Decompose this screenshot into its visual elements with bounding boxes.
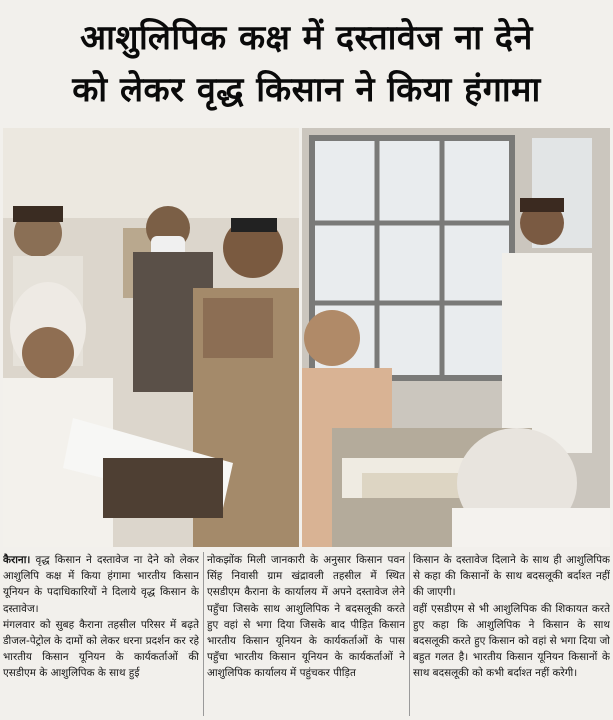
- headline: [0, 12, 613, 116]
- photo-farmers-group: [3, 128, 299, 547]
- article-col1-paragraph-1: वृद्ध किसान ने दस्तावेज ना देने को लेकर आशुलिपि कक्ष में किया हंगामा भारतीय किसान यूनियन के पदाधिकारियों ने दिलाये वृद्ध किसान के दस्तावेज।: [3, 554, 199, 615]
- article-col2-paragraph-1: नोकझोंक मिली जानकारी के अनुसार किसान पवन सिंह निवासी ग्राम खंद्रावली तहसील में स्थित एसडीएम कैराना के कार्यालय में अपने दस्तावेज लेने पहुँचा जिसके साथ आशुलिपिक ने बदसलूकी करते हुए वहां से भगा दिया जिसके बाद पीड़ित किसान भारतीय किसान यूनियन के कार्यकर्ताओं के पास पहुँचा भारतीय किसान यूनियन के कार्यकर्ताओं ने आशुलिपिक कार्यालय में पहुंचकर पीड़ित: [207, 554, 405, 680]
- article-column-2: [207, 552, 405, 718]
- headline-line-2: को लेकर वृद्ध किसान ने किया हंगामा: [72, 70, 541, 110]
- article-col1-paragraph-2: मंगलवार को सुबह कैराना तहसील परिसर में बढ़ते डीजल-पेट्रोल के दामों को लेकर धरना प्रदर्शन कर रहे भारतीय किसान यूनियन के कार्यकर्ताओं की एसडीएम के आशुलिपिक के साथ हुई: [3, 618, 199, 680]
- column-divider: [409, 552, 410, 716]
- article-col3-paragraph-2: वहीं एसडीएम से भी आशुलिपिक की शिकायत करते हुए कहा कि आशुलिपिक ने किसान के साथ बदसलूकी करते हुए किसान को वहां से भगा दिया जो बहुत गलत है। भारतीय किसान यूनियन किसानों के साथ बदसलूकी को कभी बर्दाश्त नहीं करेगी।: [413, 602, 610, 680]
- column-divider: [203, 552, 204, 716]
- photo-office-scene: [302, 128, 610, 547]
- dateline: कैराना।: [3, 554, 31, 566]
- article-column-1: [3, 552, 199, 718]
- headline-line-1: आशुलिपिक कक्ष में दस्तावेज ना देने: [80, 18, 533, 58]
- article-column-3: [413, 552, 610, 718]
- article-col3-paragraph-1: किसान के दस्तावेज दिलाने के साथ ही आशुलिपिक से कहा की किसानों के साथ बदसलूकी बर्दाश्त नहीं की जाएगी।: [413, 554, 610, 599]
